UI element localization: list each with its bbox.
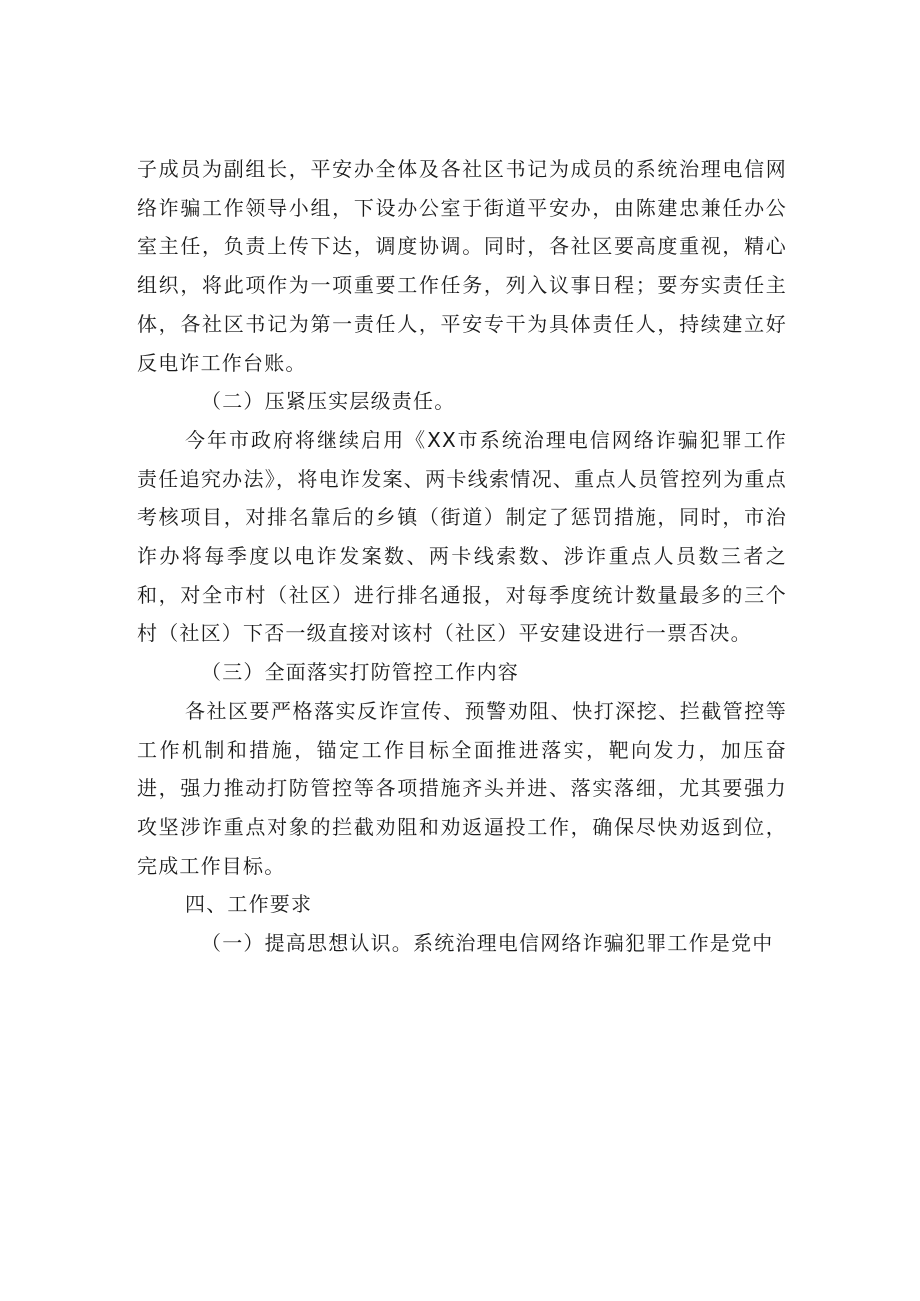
section-heading-3: （三）全面落实打防管控工作内容 <box>201 660 519 685</box>
section-heading-2: （二）压紧压实层级责任。 <box>201 389 456 414</box>
paragraph-responsibility: 今年市政府将继续启用《XX市系统治理电信网络诈骗犯罪工作责任追究办法》，将电诈发案、两卡线索情况、重点人员管控列为重点考核项目，对排名靠后的乡镇（街道）制定了惩罚措施，同时，市治诈办将每季度以电诈发案数、两卡线索数、涉诈重点人员数三者之和，对全市村（社区）进行排名通报，对每季度统计数量最多的三个村（社区）下否一级直接对该村（社区）平安建设进行一票否决。 <box>137 427 787 646</box>
paragraph-awareness: （一）提高思想认识。系统治理电信网络诈骗犯罪工作是党中 <box>201 931 774 956</box>
paragraph-implementation: 各社区要严格落实反诈宣传、预警劝阻、快打深挖、拦截管控等工作机制和措施，锚定工作目标全面推进落实，靶向发力，加压奋进，强力推动打防管控等各项措施齐头并进、落实落细，尤其要强力攻坚涉诈重点对象的拦截劝阻和劝返逼投工作，确保尽快劝返到位，完成工作目标。 <box>137 698 787 878</box>
document-body <box>137 150 787 963</box>
section-heading-requirements: 四、工作要求 <box>185 892 313 917</box>
paragraph-leading-group: 子成员为副组长，平安办全体及各社区书记为成员的系统治理电信网络诈骗工作领导小组，下设办公室于街道平安办，由陈建忠兼任办公室主任，负责上传下达，调度协调。同时，各社区要高度重视，精心组织，将此项作为一项重要工作任务，列入议事日程；要夯实责任主体，各社区书记为第一责任人，平安专干为具体责任人，持续建立好反电诈工作台账。 <box>137 157 787 375</box>
